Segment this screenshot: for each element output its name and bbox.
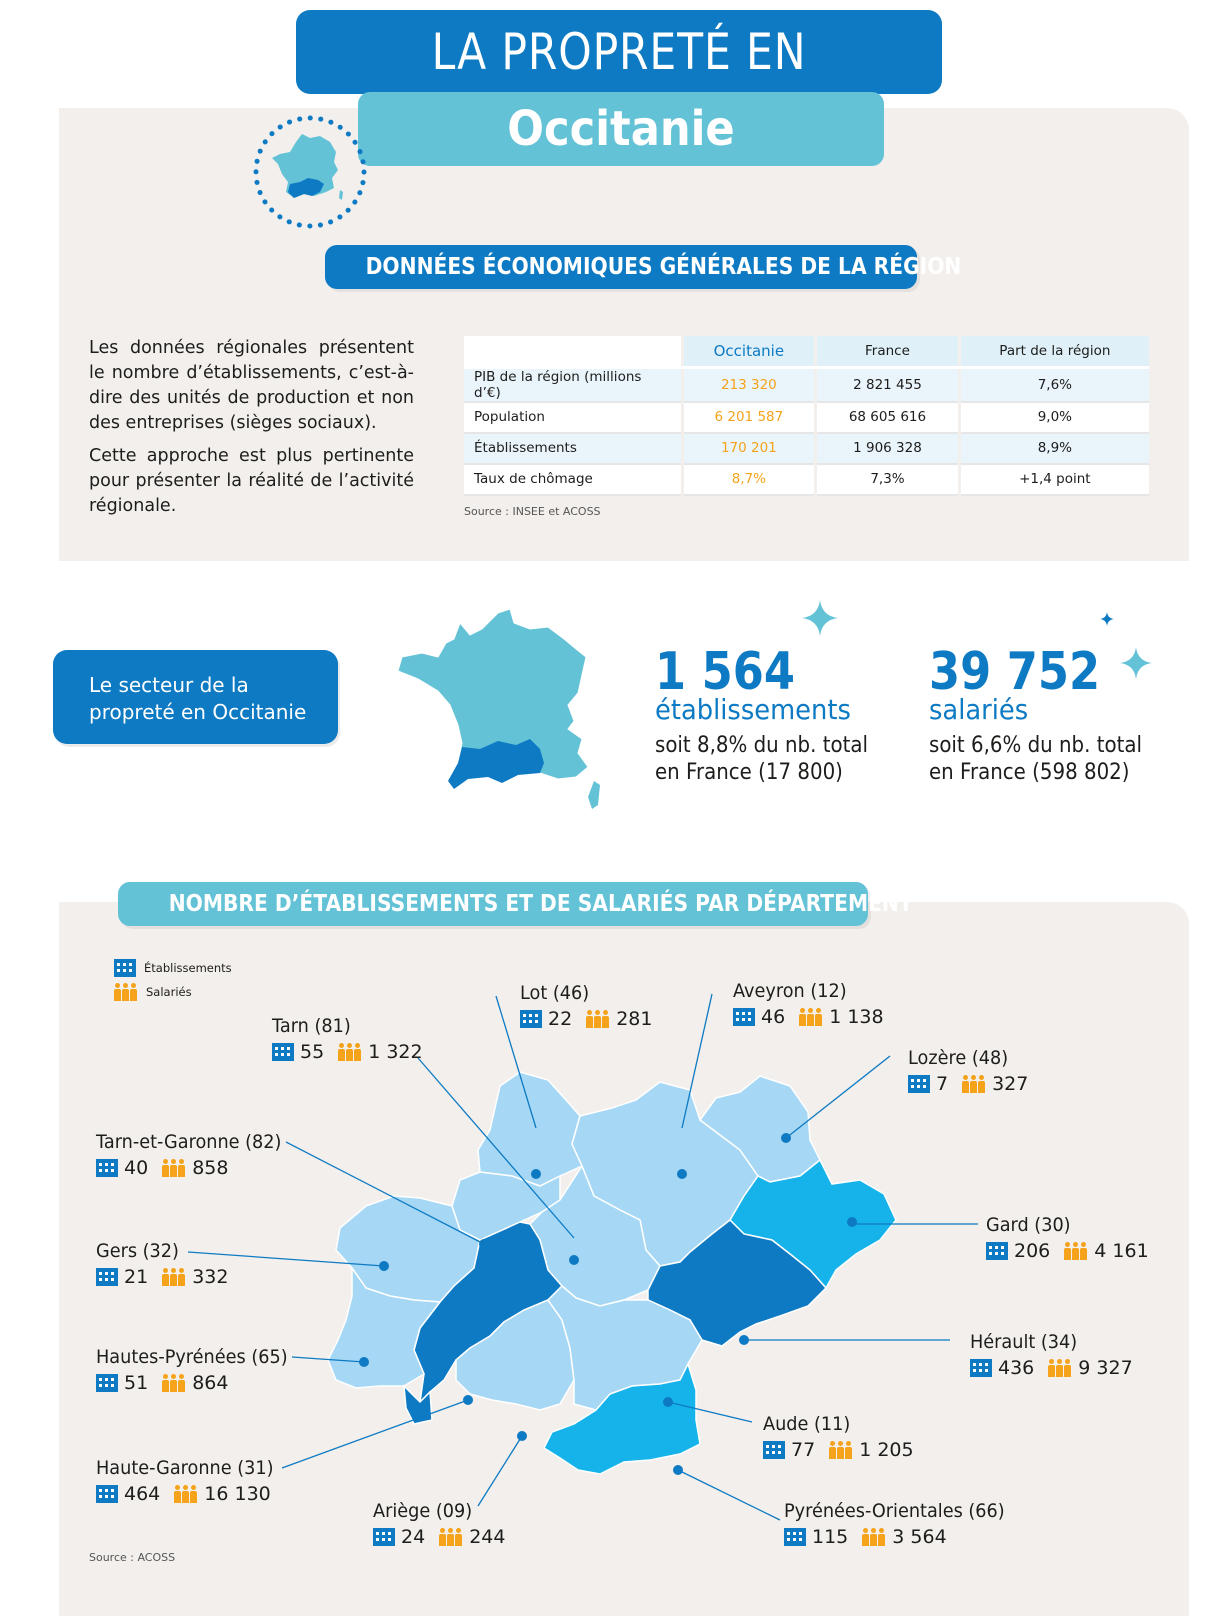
sector-label-line: propreté en Occitanie [89, 700, 307, 724]
dept-label-aude [763, 1411, 928, 1463]
dept-establishments: 464 [124, 1483, 161, 1505]
dept-establishments: 22 [548, 1008, 573, 1030]
table-cell: 170 201 [682, 433, 816, 464]
table-cell: 7,3% [816, 464, 960, 495]
establishments-share: soit 8,8% du nb. total [655, 733, 868, 758]
page-title: LA PROPRETÉ EN [431, 23, 807, 81]
dept-label-lot [520, 980, 666, 1032]
table-cell: Établissements [464, 433, 682, 464]
employees-unit: salariés [929, 693, 1029, 726]
dept-establishments: 21 [124, 1266, 149, 1288]
people-icon [162, 1268, 186, 1286]
building-icon [986, 1242, 1008, 1260]
building-icon [733, 1008, 755, 1026]
table-cell: 9,0% [959, 402, 1149, 433]
dept-values [986, 1238, 1163, 1264]
dept-employees: 327 [992, 1073, 1029, 1095]
people-icon [829, 1441, 853, 1459]
table-cell: 68 605 616 [816, 402, 960, 433]
dept-values [96, 1155, 295, 1181]
intro-paragraph-2: Cette approche est plus pertinente pour présenter la réalité de l’activité régionale. [89, 446, 414, 516]
dept-name: Gard (30) [986, 1214, 1071, 1236]
people-icon [338, 1043, 362, 1061]
dept-values [733, 1004, 898, 1030]
people-icon [439, 1528, 463, 1546]
dept-values [784, 1524, 1021, 1550]
table-header-occitanie: Occitanie [682, 336, 816, 367]
dept-name: Lozère (48) [908, 1047, 1009, 1069]
people-icon [799, 1008, 823, 1026]
dept-establishments: 7 [936, 1073, 949, 1095]
dept-name: Aude (11) [763, 1413, 851, 1435]
dept-employees: 858 [192, 1157, 229, 1179]
dept-label-gers [96, 1238, 242, 1290]
employees-value: 39 752 [929, 642, 1101, 702]
table-cell: 8,7% [682, 464, 816, 495]
dept-establishments: 115 [812, 1526, 849, 1548]
people-icon [862, 1528, 886, 1546]
building-icon [908, 1075, 930, 1093]
people-icon [586, 1010, 610, 1028]
table-cell: Taux de chômage [464, 464, 682, 495]
dept-establishments: 46 [761, 1006, 786, 1028]
economic-source: Source : INSEE et ACOSS [464, 505, 601, 518]
dept-employees: 1 138 [829, 1006, 884, 1028]
dept-establishments: 55 [300, 1041, 325, 1063]
building-icon [96, 1159, 118, 1177]
dept-name: Haute-Garonne (31) [96, 1457, 274, 1479]
table-cell: 1 906 328 [816, 433, 960, 464]
dept-employees: 244 [469, 1526, 506, 1548]
dept-label-herault [970, 1329, 1147, 1381]
dept-name: Hautes-Pyrénées (65) [96, 1346, 288, 1368]
intro-paragraph-1: Les données régionales présentent le nombre d’établissements, c’est-à-dire des unités de production et non des entreprises (sièges sociaux). [89, 338, 414, 433]
dept-name: Tarn (81) [272, 1015, 351, 1037]
table-header-france: France [816, 336, 960, 367]
dept-employees: 4 161 [1094, 1240, 1149, 1262]
dept-establishments: 40 [124, 1157, 149, 1179]
economic-heading: DONNÉES ÉCONOMIQUES GÉNÉRALES DE LA RÉGION [325, 245, 917, 289]
building-icon [96, 1268, 118, 1286]
dept-name: Pyrénées-Orientales (66) [784, 1500, 1005, 1522]
dept-label-hautes-pyrenees [96, 1344, 302, 1396]
employees-total: en France (598 802) [929, 760, 1130, 785]
dept-establishments: 51 [124, 1372, 149, 1394]
dept-label-gard [986, 1212, 1163, 1264]
dept-establishments: 77 [791, 1439, 816, 1461]
dept-values [763, 1437, 928, 1463]
dept-values [96, 1370, 302, 1396]
people-icon [962, 1075, 986, 1093]
people-icon [162, 1374, 186, 1392]
region-title: Occitanie [507, 101, 735, 157]
dept-establishments: 24 [401, 1526, 426, 1548]
dept-values [970, 1355, 1147, 1381]
people-icon [162, 1159, 186, 1177]
dept-employees: 3 564 [892, 1526, 947, 1548]
dept-name: Tarn-et-Garonne (82) [96, 1131, 282, 1153]
dept-employees: 281 [616, 1008, 653, 1030]
map-source: Source : ACOSS [89, 1551, 176, 1564]
table-cell: +1,4 point [959, 464, 1149, 495]
table-cell: 2 821 455 [816, 367, 960, 402]
table-cell: 8,9% [959, 433, 1149, 464]
dept-label-lozere [908, 1045, 1042, 1097]
legend-label: Salariés [146, 985, 192, 999]
dept-employees: 9 327 [1078, 1357, 1133, 1379]
table-cell: PIB de la région (millions d’€) [464, 367, 682, 402]
dept-establishments: 206 [1014, 1240, 1051, 1262]
dept-employees: 1 205 [859, 1439, 914, 1461]
employees-share: soit 6,6% du nb. total [929, 733, 1142, 758]
building-icon [520, 1010, 542, 1028]
building-icon [96, 1374, 118, 1392]
dept-values [96, 1481, 287, 1507]
map-dept-lot [478, 1072, 582, 1186]
table-header-share: Part de la région [959, 336, 1149, 367]
dept-employees: 1 322 [368, 1041, 423, 1063]
dept-employees: 864 [192, 1372, 229, 1394]
dept-label-aveyron [733, 978, 898, 1030]
building-icon [970, 1359, 992, 1377]
legend-label: Établissements [144, 961, 232, 975]
table-cell: 7,6% [959, 367, 1149, 402]
dept-name: Hérault (34) [970, 1331, 1078, 1353]
establishments-unit: établissements [655, 693, 851, 726]
people-icon [1064, 1242, 1088, 1260]
table-cell: 213 320 [682, 367, 816, 402]
sector-label-line: Le secteur de la [89, 673, 249, 697]
dept-employees: 332 [192, 1266, 229, 1288]
dept-label-tarn [272, 1013, 437, 1065]
building-icon [763, 1441, 785, 1459]
dept-values [373, 1524, 519, 1550]
building-icon [784, 1528, 806, 1546]
people-icon [174, 1485, 198, 1503]
dept-name: Lot (46) [520, 982, 590, 1004]
dept-label-ariege [373, 1498, 519, 1550]
dept-establishments: 436 [998, 1357, 1035, 1379]
dept-values [520, 1006, 666, 1032]
departments-heading: NOMBRE D’ÉTABLISSEMENTS ET DE SALARIÉS PAR DÉPARTEMENT [118, 882, 868, 926]
dept-values [96, 1264, 242, 1290]
dept-values [908, 1071, 1042, 1097]
dept-employees: 16 130 [204, 1483, 271, 1505]
dept-values [272, 1039, 437, 1065]
establishments-value: 1 564 [655, 642, 796, 702]
table-cell: Population [464, 402, 682, 433]
dept-label-haute-garonne [96, 1455, 287, 1507]
table-cell: 6 201 587 [682, 402, 816, 433]
dept-label-pyrenees-orientales [784, 1498, 1021, 1550]
dept-name: Ariège (09) [373, 1500, 473, 1522]
people-icon [1048, 1359, 1072, 1377]
establishments-total: en France (17 800) [655, 760, 843, 785]
building-icon [373, 1528, 395, 1546]
dept-label-tarn-et-garonne [96, 1129, 295, 1181]
dept-name: Aveyron (12) [733, 980, 847, 1002]
building-icon [96, 1485, 118, 1503]
building-icon [272, 1043, 294, 1061]
dept-name: Gers (32) [96, 1240, 179, 1262]
